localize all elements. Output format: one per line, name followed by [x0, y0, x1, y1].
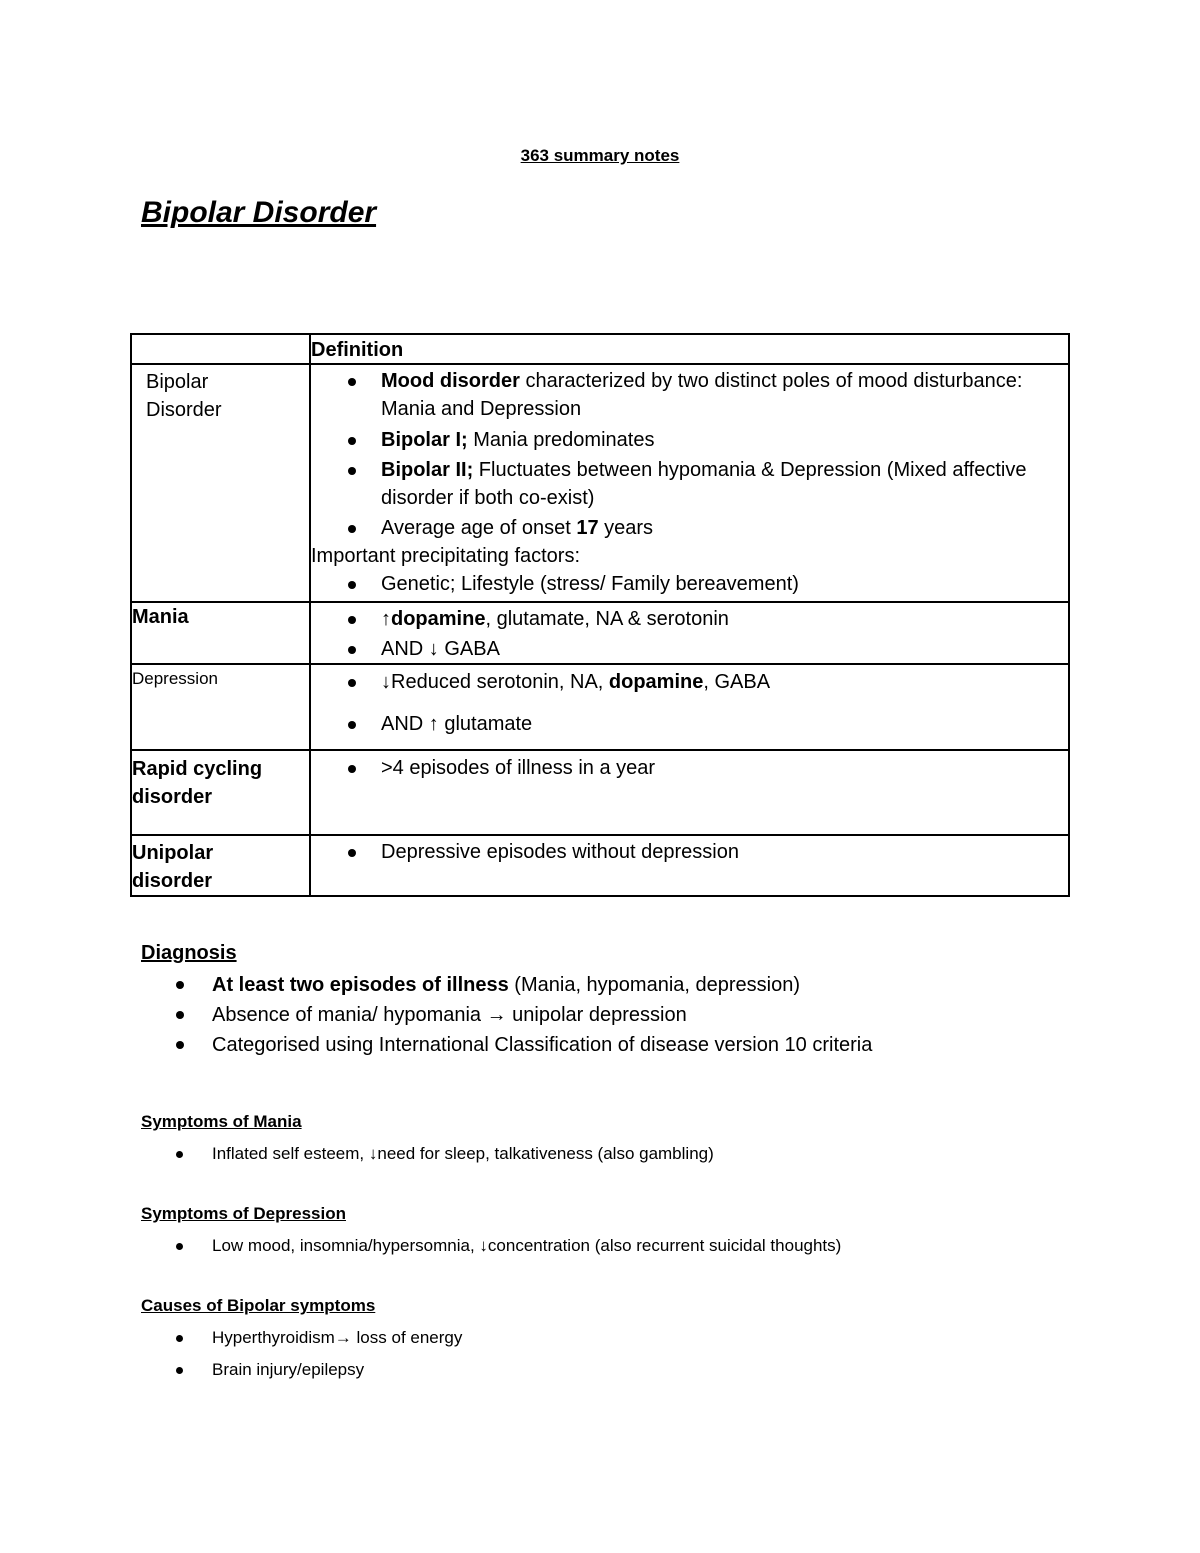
row-content	[310, 835, 1069, 896]
bullet-bold-text: 17	[576, 517, 599, 539]
list-item: Inflated self esteem, ↓need for sleep, talkativeness (also gambling)	[141, 1138, 714, 1170]
diagnosis-list	[141, 970, 872, 1060]
list-item	[141, 1030, 872, 1060]
row-label	[131, 750, 310, 835]
list-item	[311, 605, 1068, 633]
table-header-row	[131, 334, 1069, 364]
bullet-bold-text: dopamine	[608, 671, 704, 693]
list-item	[141, 970, 872, 1000]
definition-column-header: Definition	[311, 339, 404, 361]
list-item	[311, 426, 1068, 454]
list-item: Low mood, insomnia/hypersomnia, ↓concentration (also recurrent suicidal thoughts)	[141, 1230, 841, 1262]
symptoms-mania-heading: Symptoms of Mania	[141, 1112, 302, 1131]
table-row	[131, 364, 1069, 602]
table-corner-cell	[131, 334, 310, 364]
diagnosis-heading: Diagnosis	[141, 942, 237, 964]
bullet-text: Reduced serotonin, NA,	[391, 671, 609, 693]
causes-list	[141, 1322, 462, 1386]
bullet-text: Mania predominates	[467, 429, 655, 451]
row-label-text: Bipolar Disorder	[146, 371, 222, 421]
list-item	[311, 668, 1068, 696]
list-item	[311, 514, 1068, 542]
bullet-text: (Mania, hypomania, depression)	[508, 974, 801, 996]
bullet-text: Average age of onset	[381, 517, 577, 539]
list-item	[311, 838, 1068, 866]
causes-heading: Causes of Bipolar symptoms	[141, 1296, 376, 1315]
precipitating-factors-note: Important precipitating factors:	[311, 545, 581, 567]
bullet-bold-text: ↓	[381, 671, 391, 693]
table-row	[131, 835, 1069, 896]
document-title: Bipolar Disorder	[141, 196, 377, 229]
table-row	[131, 750, 1069, 835]
bullet-text: Fluctuates between hypomania & Depression (Mixed affective disorder if both co-exist)	[381, 459, 1027, 509]
list-item: Hyperthyroidism→ loss of energy	[141, 1322, 462, 1354]
list-item	[311, 367, 1068, 423]
list-item	[311, 456, 1068, 512]
bullet-text: >4 episodes of illness in a year	[381, 757, 656, 779]
list-item	[311, 710, 1068, 738]
bullet-text: Depressive episodes without depression	[381, 841, 739, 863]
row-label-text: Unipolar disorder	[132, 842, 214, 892]
row-label-text: Rapid cycling disorder	[132, 758, 263, 808]
symptoms-mania-list	[141, 1138, 714, 1170]
bullet-bold-text: Mood disorder	[381, 370, 520, 392]
symptoms-depression-list	[141, 1230, 841, 1262]
table-row	[131, 602, 1069, 664]
table-row	[131, 664, 1069, 750]
row-content	[310, 664, 1069, 750]
bullet-text: characterized by two distinct poles of mood disturbance: Mania and Depression	[381, 370, 1023, 420]
bullet-text: AND ↑ glutamate	[381, 713, 533, 735]
bullet-text: , GABA	[703, 671, 771, 693]
bullet-bold-text: Bipolar I;	[381, 429, 468, 451]
bullet-text: AND ↓ GABA	[381, 638, 500, 660]
row-label: Mania	[131, 602, 310, 664]
table-header-cell	[310, 334, 1069, 364]
bullet-text: Absence of mania/ hypomania → unipolar depression	[212, 1004, 687, 1026]
symptoms-depression-heading: Symptoms of Depression	[141, 1204, 346, 1223]
row-label	[131, 364, 310, 602]
bullet-text: Categorised using International Classification of disease version 10 criteria	[212, 1034, 873, 1056]
page-title: 363 summary notes	[520, 146, 680, 165]
bullet-bold-text: At least two episodes of illness	[212, 974, 509, 996]
bullet-text: Genetic; Lifestyle (stress/ Family bereavement)	[381, 573, 799, 595]
list-item	[141, 1000, 872, 1030]
bullet-bold-text: Bipolar II;	[381, 459, 474, 481]
definition-table	[130, 333, 1070, 897]
bullet-text: years	[598, 517, 654, 539]
row-content	[310, 750, 1069, 835]
bullet-text: , glutamate, NA & serotonin	[485, 608, 729, 630]
bullet-bold-text: ↑dopamine	[381, 608, 486, 630]
list-item	[311, 570, 1068, 598]
row-label: Depression	[131, 664, 310, 750]
row-content	[310, 602, 1069, 664]
list-item	[311, 635, 1068, 663]
row-label	[131, 835, 310, 896]
row-content	[310, 364, 1069, 602]
list-item	[311, 754, 1068, 782]
list-item: Brain injury/epilepsy	[141, 1354, 462, 1386]
